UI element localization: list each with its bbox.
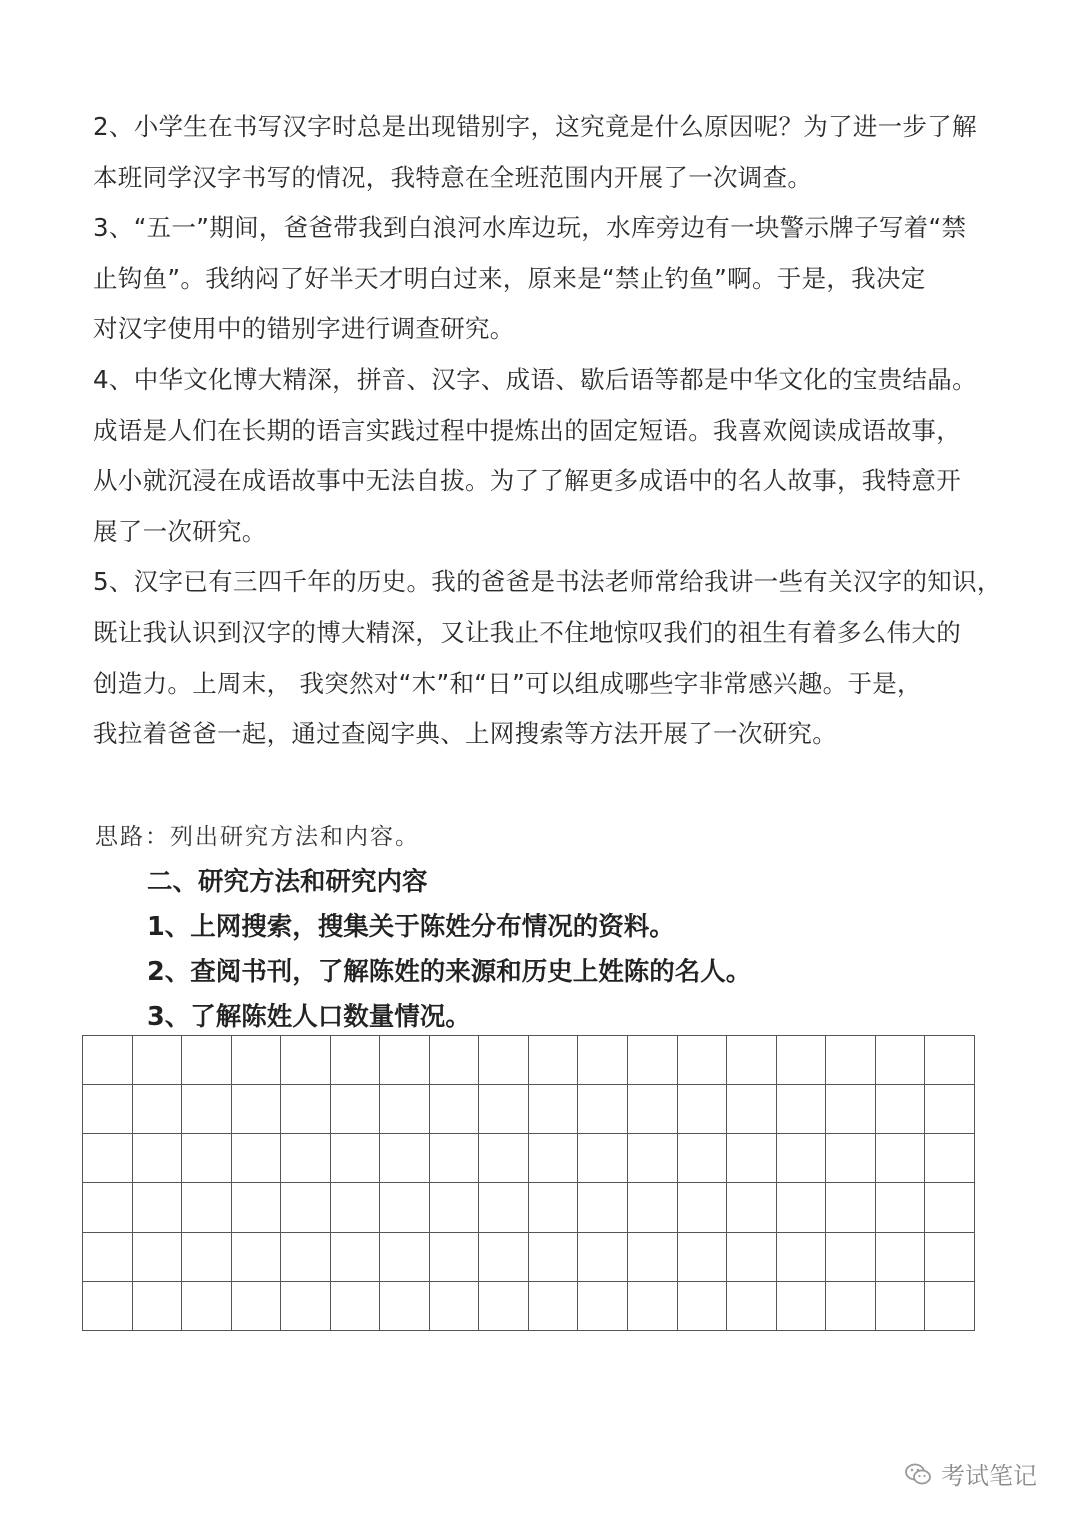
grid-cell [83, 1134, 133, 1183]
text-line: 4、中华文化博大精深，拼音、汉字、成语、歇后语等都是中华文化的宝贵结晶。 [93, 364, 977, 394]
grid-cell [429, 1232, 479, 1281]
grid-cell [231, 1281, 281, 1330]
grid-cell [925, 1232, 975, 1281]
grid-cell [330, 1085, 380, 1134]
grid-cell [826, 1232, 876, 1281]
grid-cell [182, 1134, 232, 1183]
text-line: 成语是人们在长期的语言实践过程中提炼出的固定短语。我喜欢阅读成语故事， [93, 415, 961, 445]
grid-cell [875, 1232, 925, 1281]
method-item: 3、了解陈姓人口数量情况。 [147, 1002, 471, 1032]
grid-cell [628, 1281, 678, 1330]
grid-cell [677, 1232, 727, 1281]
grid-cell [776, 1232, 826, 1281]
section-heading: 二、研究方法和研究内容 [147, 867, 428, 897]
text-line: 止钩鱼”。我纳闷了好半天才明白过来，原来是“禁止钓鱼”啊。于是，我决定 [93, 263, 926, 293]
wechat-icon [903, 1459, 933, 1489]
grid-cell [231, 1232, 281, 1281]
grid-cell [182, 1085, 232, 1134]
grid-cell [925, 1036, 975, 1085]
grid-cell [727, 1281, 777, 1330]
grid-cell [132, 1085, 182, 1134]
hint-text: 思路：列出研究方法和内容。 [95, 824, 420, 850]
grid-cell [83, 1085, 133, 1134]
grid-cell [776, 1281, 826, 1330]
text-line: 我拉着爸爸一起，通过查阅字典、上网搜索等方法开展了一次研究。 [93, 719, 837, 749]
grid-cell [330, 1134, 380, 1183]
grid-cell [132, 1183, 182, 1232]
grid-cell [380, 1183, 430, 1232]
grid-cell [231, 1134, 281, 1183]
grid-cell [578, 1232, 628, 1281]
grid-cell [528, 1183, 578, 1232]
grid-cell [628, 1134, 678, 1183]
grid-cell [578, 1036, 628, 1085]
text-line: 本班同学汉字书写的情况，我特意在全班范围内开展了一次调查。 [93, 162, 813, 192]
grid-cell [479, 1183, 529, 1232]
grid-cell [83, 1281, 133, 1330]
grid-cell [628, 1036, 678, 1085]
grid-cell [677, 1281, 727, 1330]
grid-cell [182, 1232, 232, 1281]
grid-cell [528, 1085, 578, 1134]
grid-cell [83, 1183, 133, 1232]
grid-cell [578, 1134, 628, 1183]
grid-cell [231, 1036, 281, 1085]
grid-cell [528, 1281, 578, 1330]
text-line: 2、小学生在书写汉字时总是出现错别字，这究竟是什么原因呢？为了进一步了解 [93, 112, 977, 141]
grid-cell [132, 1232, 182, 1281]
watermark [903, 1456, 1037, 1491]
grid-cell [132, 1036, 182, 1085]
grid-cell [776, 1134, 826, 1183]
grid-cell [528, 1036, 578, 1085]
text-line: 5、汉字已有三四千年的历史。我的爸爸是书法老师常给我讲一些有关汉字的知识， [93, 567, 1002, 597]
grid-cell [429, 1036, 479, 1085]
grid-cell [925, 1281, 975, 1330]
grid-cell [826, 1183, 876, 1232]
grid-cell [578, 1281, 628, 1330]
grid-cell [925, 1183, 975, 1232]
grid-cell [380, 1036, 430, 1085]
grid-cell [380, 1134, 430, 1183]
grid-cell [281, 1036, 331, 1085]
grid-cell [628, 1232, 678, 1281]
grid-cell [727, 1232, 777, 1281]
grid-cell [281, 1134, 331, 1183]
grid-cell [826, 1036, 876, 1085]
grid-row [83, 1085, 975, 1134]
grid-cell [132, 1281, 182, 1330]
grid-cell [231, 1085, 281, 1134]
method-item: 2、查阅书刊，了解陈姓的来源和历史上姓陈的名人。 [147, 957, 752, 987]
paragraph-2 [93, 102, 993, 203]
grid-cell [826, 1085, 876, 1134]
grid-cell [875, 1036, 925, 1085]
grid-cell [429, 1085, 479, 1134]
grid-cell [330, 1281, 380, 1330]
grid-cell [281, 1232, 331, 1281]
grid-cell [578, 1085, 628, 1134]
grid-cell [875, 1134, 925, 1183]
grid-cell [875, 1085, 925, 1134]
grid-cell [727, 1085, 777, 1134]
text-line: 从小就沉浸在成语故事中无法自拔。为了了解更多成语中的名人故事，我特意开 [93, 466, 961, 496]
paragraph-3 [93, 203, 993, 355]
writing-grid [82, 1035, 975, 1331]
grid-cell [677, 1134, 727, 1183]
watermark-text: 考试笔记 [941, 1462, 1037, 1490]
grid-cell [677, 1085, 727, 1134]
grid-row [83, 1134, 975, 1183]
grid-cell [330, 1036, 380, 1085]
grid-cell [776, 1036, 826, 1085]
grid-cell [528, 1134, 578, 1183]
method-item: 1、上网搜索，搜集关于陈姓分布情况的资料。 [147, 912, 675, 942]
grid-cell [776, 1085, 826, 1134]
grid-cell [875, 1281, 925, 1330]
grid-cell [429, 1281, 479, 1330]
grid-cell [628, 1183, 678, 1232]
grid-cell [182, 1036, 232, 1085]
grid-cell [826, 1134, 876, 1183]
grid-cell [479, 1036, 529, 1085]
text-line: 展了一次研究。 [93, 516, 267, 546]
grid-cell [925, 1085, 975, 1134]
grid-cell [479, 1134, 529, 1183]
background-paragraphs [93, 102, 1002, 760]
grid-cell [182, 1183, 232, 1232]
grid-row [83, 1036, 975, 1085]
grid-row [83, 1232, 975, 1281]
grid-cell [330, 1232, 380, 1281]
grid-cell [231, 1183, 281, 1232]
grid-cell [429, 1134, 479, 1183]
grid-cell [182, 1281, 232, 1330]
grid-cell [925, 1134, 975, 1183]
grid-cell [380, 1085, 430, 1134]
grid-cell [429, 1183, 479, 1232]
grid-cell [380, 1281, 430, 1330]
grid-cell [528, 1232, 578, 1281]
grid-cell [727, 1134, 777, 1183]
text-line: 创造力。上周末， 我突然对“木”和“日”可以组成哪些字非常感兴趣。于是， [93, 668, 922, 698]
grid-cell [677, 1183, 727, 1232]
grid-cell [479, 1232, 529, 1281]
text-line: 对汉字使用中的错别字进行调查研究。 [93, 314, 515, 344]
grid-cell [281, 1281, 331, 1330]
text-line: 既让我认识到汉字的博大精深，又让我止不住地惊叹我们的祖生有着多么伟大的 [93, 617, 961, 647]
grid-cell [677, 1036, 727, 1085]
grid-cell [826, 1281, 876, 1330]
grid-cell [479, 1281, 529, 1330]
grid-row [83, 1183, 975, 1232]
grid-cell [628, 1085, 678, 1134]
grid-cell [83, 1232, 133, 1281]
grid-cell [776, 1183, 826, 1232]
grid-cell [380, 1232, 430, 1281]
grid-cell [479, 1085, 529, 1134]
grid-cell [727, 1183, 777, 1232]
grid-cell [578, 1183, 628, 1232]
grid-row [83, 1281, 975, 1330]
research-methods-section [147, 860, 751, 1040]
grid-cell [83, 1036, 133, 1085]
grid-cell [727, 1036, 777, 1085]
paragraph-5 [93, 557, 1002, 759]
grid-cell [875, 1183, 925, 1232]
grid-cell [281, 1085, 331, 1134]
grid-cell [281, 1183, 331, 1232]
text-line: 3、“五一”期间，爸爸带我到白浪河水库边玩，水库旁边有一块警示牌子写着“禁 [93, 213, 967, 243]
paragraph-4 [93, 355, 993, 557]
grid-cell [132, 1134, 182, 1183]
grid-cell [330, 1183, 380, 1232]
